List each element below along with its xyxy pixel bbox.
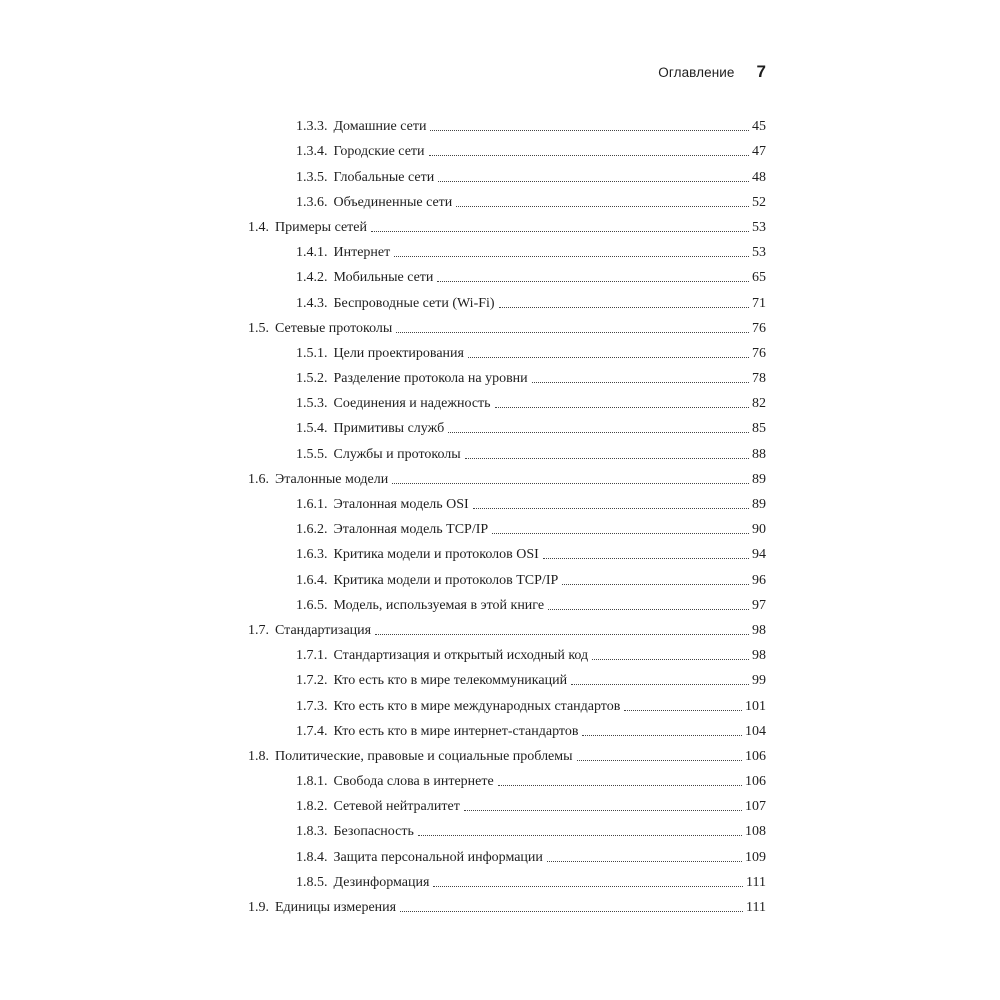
dot-leader (437, 281, 749, 282)
toc-entry-number: 1.7.4. (296, 723, 328, 739)
dot-leader (465, 458, 749, 459)
dot-leader (473, 508, 749, 509)
toc-entry-title: Защита персональной информации (333, 849, 543, 865)
dot-leader (392, 483, 749, 484)
toc-entry-page: 45 (752, 119, 766, 135)
dot-leader (547, 861, 742, 862)
toc-entry-title: Беспроводные сети (Wi-Fi) (333, 295, 495, 311)
toc-entry (248, 211, 766, 236)
toc-entry (248, 790, 766, 815)
toc-entry-number: 1.6.3. (296, 547, 328, 563)
toc-entry-page: 89 (752, 497, 766, 512)
toc-entry-number: 1.6.4. (296, 572, 328, 588)
toc-entry-number: 1.5.5. (296, 446, 328, 462)
toc-entry-number: 1.6. (248, 471, 269, 487)
toc-entry-page: 47 (752, 144, 766, 160)
toc-entry-page: 108 (745, 824, 766, 840)
toc-entry-number: 1.7.2. (296, 673, 328, 689)
toc-entry (248, 362, 766, 387)
toc-entry-number: 1.4.3. (296, 295, 328, 311)
dot-leader (548, 609, 749, 610)
dot-leader (429, 155, 749, 156)
dot-leader (400, 911, 743, 912)
toc-entry-number: 1.5.2. (296, 371, 328, 387)
toc-entry-number: 1.5.1. (296, 345, 328, 361)
toc-entry-page: 111 (746, 900, 766, 915)
toc-entry-title: Соединения и надежность (333, 396, 491, 412)
toc-entry (248, 437, 766, 462)
toc-entry-number: 1.8.5. (296, 874, 328, 890)
dot-leader (430, 130, 749, 131)
toc-entry-page: 65 (752, 270, 766, 286)
dot-leader (375, 634, 749, 635)
toc-entry (248, 135, 766, 160)
toc-entry (248, 186, 766, 211)
toc-entry-title: Эталонная модель TCP/IP (333, 522, 489, 538)
toc-entry-number: 1.3.3. (296, 119, 328, 135)
toc-entry-page: 76 (752, 345, 766, 361)
toc-entry-number: 1.8.3. (296, 824, 328, 840)
toc-entry-number: 1.4. (248, 219, 269, 235)
toc-entry-title: Сетевой нейтралитет (333, 799, 460, 815)
toc-entry-page: 106 (745, 774, 766, 790)
toc-entry-title: Свобода слова в интернете (333, 774, 494, 790)
page-number: 7 (756, 62, 766, 81)
dot-leader (438, 181, 749, 182)
toc-entry-page: 98 (752, 648, 766, 664)
toc-entry-page: 78 (752, 371, 766, 387)
toc-entry-number: 1.3.5. (296, 169, 328, 185)
toc-entry-page: 85 (752, 421, 766, 437)
running-header-title: Оглавление (658, 65, 735, 80)
toc-entry (248, 337, 766, 362)
toc-entry-number: 1.6.1. (296, 497, 328, 512)
dot-leader (562, 584, 749, 585)
toc-entry-title: Сетевые протоколы (275, 320, 393, 336)
dot-leader (418, 835, 742, 836)
toc-entry (248, 815, 766, 840)
toc-entry-title: Интернет (333, 245, 391, 261)
toc-entry-page: 88 (752, 446, 766, 462)
toc-entry (248, 740, 766, 765)
toc-entry-title: Модель, используемая в этой книге (333, 597, 545, 613)
toc-entry-title: Единицы измерения (275, 900, 397, 915)
toc-entry-title: Мобильные сети (333, 270, 434, 286)
toc-entry-page: 109 (745, 849, 766, 865)
toc-entry-page: 76 (752, 320, 766, 336)
toc-entry (248, 463, 766, 488)
dot-leader (371, 231, 749, 232)
toc-entry-title: Службы и протоколы (333, 446, 461, 462)
toc-entry-title: Домашние сети (333, 119, 427, 135)
toc-entry (248, 715, 766, 740)
dot-leader (624, 710, 742, 711)
dot-leader (499, 307, 749, 308)
toc-entry (248, 513, 766, 538)
toc-entry (248, 286, 766, 311)
toc-entry (248, 765, 766, 790)
toc-entry-title: Дезинформация (333, 874, 430, 890)
toc-entry-page: 53 (752, 245, 766, 261)
toc-entry-page: 111 (746, 874, 766, 890)
toc-entry (248, 538, 766, 563)
toc-entry (248, 160, 766, 185)
table-of-contents (248, 110, 766, 916)
dot-leader (543, 558, 749, 559)
toc-entry-title: Цели проектирования (333, 345, 464, 361)
toc-entry-page: 53 (752, 219, 766, 235)
toc-entry-title: Стандартизация и открытый исходный код (333, 648, 589, 664)
dot-leader (577, 760, 742, 761)
toc-entry-page: 104 (745, 723, 766, 739)
toc-entry (248, 312, 766, 337)
toc-entry (248, 840, 766, 865)
toc-entry-number: 1.4.1. (296, 245, 328, 261)
dot-leader (571, 684, 749, 685)
toc-entry-title: Примитивы служб (333, 421, 445, 437)
toc-entry (248, 261, 766, 286)
toc-entry-title: Критика модели и протоколов TCP/IP (333, 572, 559, 588)
toc-entry (248, 563, 766, 588)
toc-entry-page: 97 (752, 597, 766, 613)
toc-entry-title: Кто есть кто в мире международных стандартов (333, 698, 621, 714)
dot-leader (532, 382, 749, 383)
dot-leader (394, 256, 749, 257)
toc-entry-number: 1.7.3. (296, 698, 328, 714)
toc-entry-number: 1.7.1. (296, 648, 328, 664)
toc-entry-number: 1.8.2. (296, 799, 328, 815)
toc-entry (248, 412, 766, 437)
toc-entry-title: Глобальные сети (333, 169, 435, 185)
toc-entry (248, 866, 766, 891)
dot-leader (396, 332, 749, 333)
toc-entry (248, 589, 766, 614)
toc-entry-page: 96 (752, 572, 766, 588)
toc-entry (248, 387, 766, 412)
toc-entry-page: 71 (752, 295, 766, 311)
dot-leader (448, 432, 749, 433)
toc-entry-number: 1.4.2. (296, 270, 328, 286)
toc-entry-title: Политические, правовые и социальные проблемы (275, 748, 573, 764)
toc-entry-page: 98 (752, 622, 766, 638)
toc-entry (248, 664, 766, 689)
toc-entry-title: Критика модели и протоколов OSI (333, 547, 539, 563)
toc-entry-title: Городские сети (333, 144, 425, 160)
toc-entry-page: 94 (752, 547, 766, 563)
dot-leader (433, 886, 743, 887)
toc-entry-page: 90 (752, 522, 766, 538)
running-header (658, 62, 766, 82)
toc-entry-page: 52 (752, 194, 766, 210)
toc-entry-number: 1.5. (248, 320, 269, 336)
toc-entry-number: 1.6.5. (296, 597, 328, 613)
dot-leader (495, 407, 749, 408)
toc-entry-title: Эталонные модели (275, 471, 389, 487)
toc-entry-number: 1.5.4. (296, 421, 328, 437)
toc-entry-page: 82 (752, 396, 766, 412)
dot-leader (468, 357, 749, 358)
toc-entry-title: Разделение протокола на уровни (333, 371, 528, 387)
toc-entry-page: 48 (752, 169, 766, 185)
toc-entry-number: 1.8.4. (296, 849, 328, 865)
toc-entry-page: 101 (745, 698, 766, 714)
dot-leader (582, 735, 742, 736)
toc-entry-title: Кто есть кто в мире интернет-стандартов (333, 723, 579, 739)
toc-entry-number: 1.7. (248, 622, 269, 638)
toc-entry-title: Объединенные сети (333, 194, 453, 210)
dot-leader (456, 206, 749, 207)
toc-entry-number: 1.9. (248, 900, 269, 915)
toc-entry (248, 689, 766, 714)
toc-entry-number: 1.8. (248, 748, 269, 764)
dot-leader (592, 659, 749, 660)
toc-entry (248, 639, 766, 664)
toc-entry-title: Кто есть кто в мире телекоммуникаций (333, 673, 568, 689)
toc-entry-page: 99 (752, 673, 766, 689)
toc-entry (248, 614, 766, 639)
toc-entry-number: 1.8.1. (296, 774, 328, 790)
toc-entry-page: 89 (752, 471, 766, 487)
toc-entry-page: 107 (745, 799, 766, 815)
toc-entry (248, 236, 766, 261)
toc-entry-title: Примеры сетей (275, 219, 368, 235)
toc-entry (248, 110, 766, 135)
toc-entry (248, 488, 766, 513)
toc-entry-number: 1.3.4. (296, 144, 328, 160)
dot-leader (498, 785, 742, 786)
toc-entry-page: 106 (745, 748, 766, 764)
toc-entry-title: Эталонная модель OSI (333, 497, 469, 512)
toc-entry-title: Безопасность (333, 824, 414, 840)
dot-leader (492, 533, 749, 534)
toc-entry-number: 1.3.6. (296, 194, 328, 210)
toc-entry-number: 1.5.3. (296, 396, 328, 412)
toc-entry-number: 1.6.2. (296, 522, 328, 538)
dot-leader (464, 810, 742, 811)
toc-entry (248, 891, 766, 916)
toc-entry-title: Стандартизация (275, 622, 372, 638)
